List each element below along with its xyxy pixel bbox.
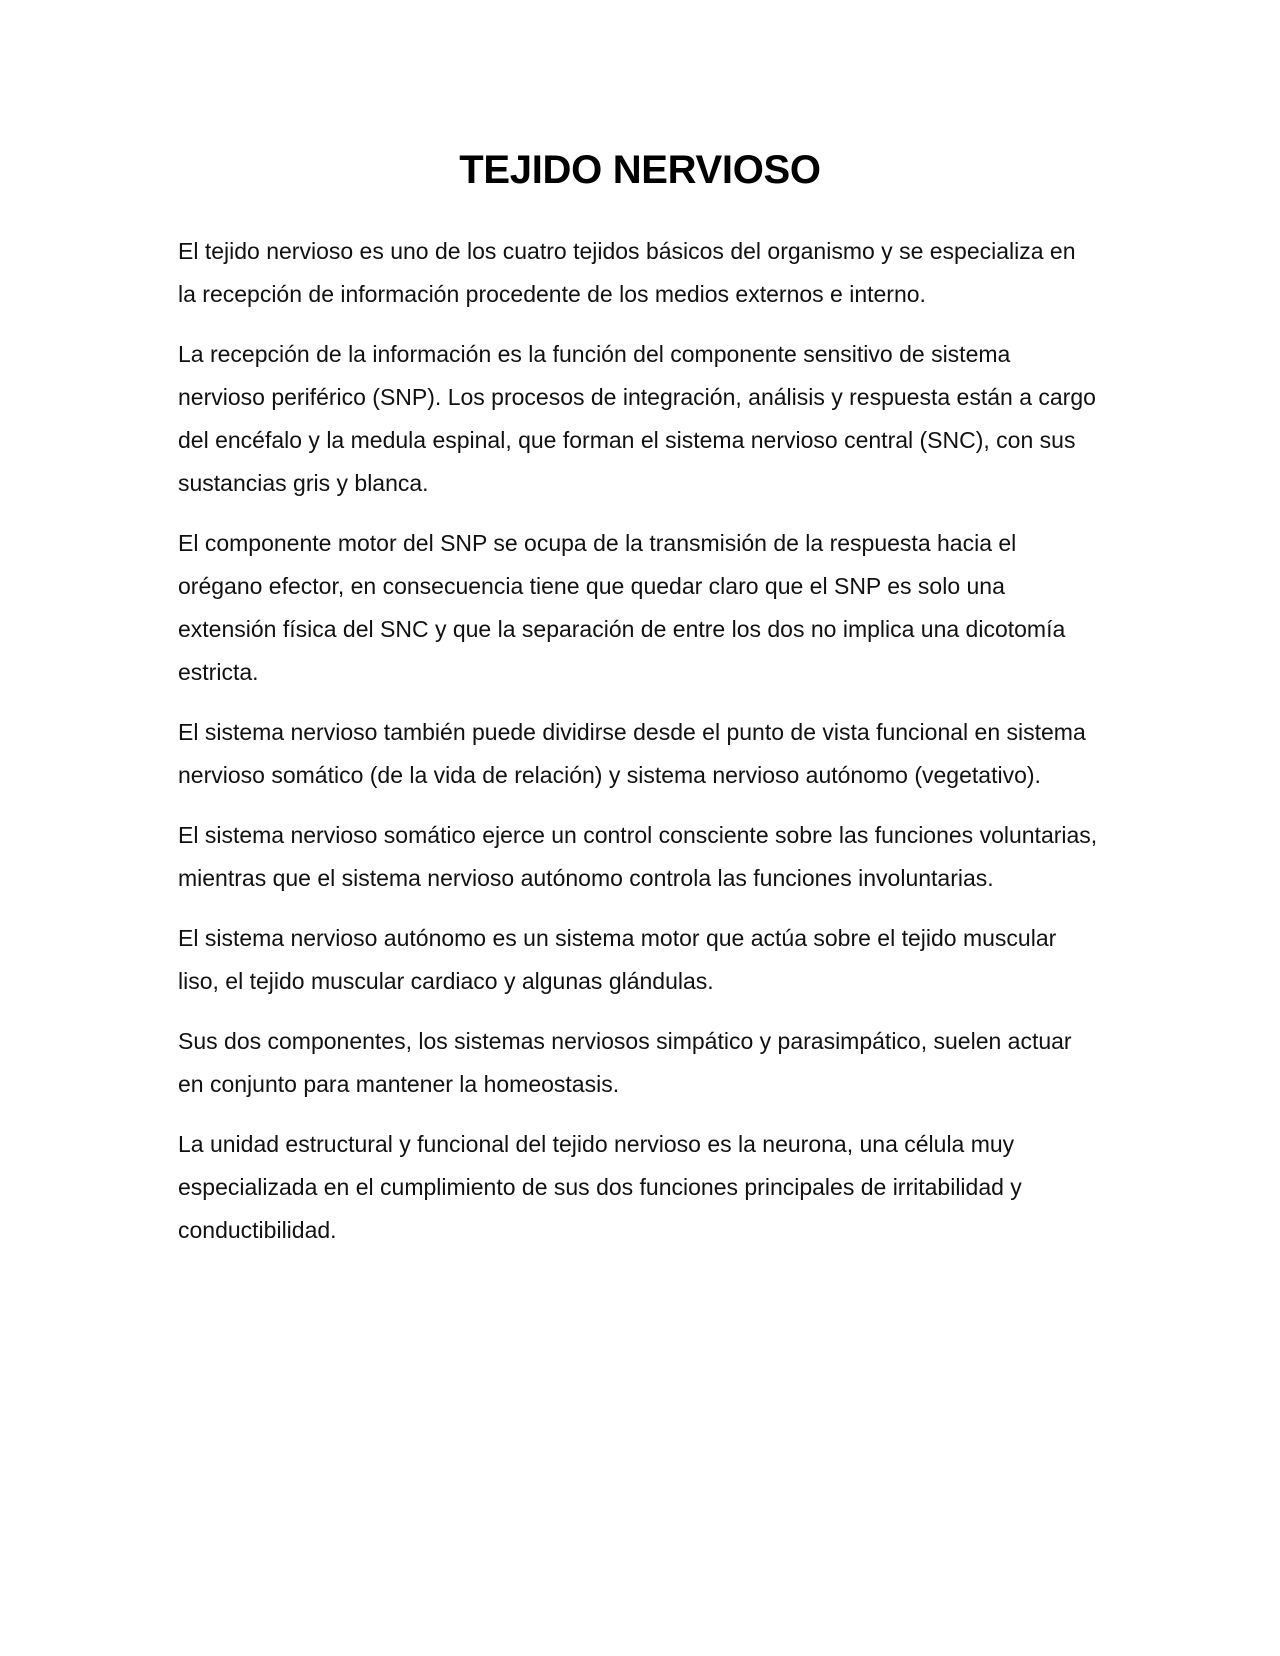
paragraph-1: El tejido nervioso es uno de los cuatro tejidos básicos del organismo y se especializa en la recepción de información procedente de los medios externos e interno.	[178, 238, 1076, 307]
paragraph-8: La unidad estructural y funcional del tejido nervioso es la neurona, una célula muy especializada en el cumplimiento de sus dos funciones principales de irritabilidad y conductibilidad.	[178, 1131, 1022, 1243]
paragraph-4: El sistema nervioso también puede dividirse desde el punto de vista funcional en sistema nervioso somático (de la vida de relación) y sistema nervioso autónomo (vegetativo).	[178, 719, 1086, 788]
paragraph-2: La recepción de la información es la función del componente sensitivo de sistema nervioso periférico (SNP). Los procesos de integración, análisis y respuesta están a cargo del encéfalo y la medula espinal, que forman el sistema nervioso central (SNC), con sus sustancias gris y blanca.	[178, 341, 1096, 496]
document-body	[178, 230, 1098, 1269]
document-title: TEJIDO NERVIOSO	[459, 148, 821, 192]
paragraph-7: Sus dos componentes, los sistemas nerviosos simpático y parasimpático, suelen actuar en conjunto para mantener la homeostasis.	[178, 1028, 1072, 1097]
paragraph-5: El sistema nervioso somático ejerce un control consciente sobre las funciones voluntarias, mientras que el sistema nervioso autónomo controla las funciones involuntarias.	[178, 822, 1098, 891]
paragraph-3: El componente motor del SNP se ocupa de la transmisión de la respuesta hacia el orégano efector, en consecuencia tiene que quedar claro que el SNP es solo una extensión física del SNC y que la separación de entre los dos no implica una dicotomía estricta.	[178, 530, 1066, 685]
paragraph-6: El sistema nervioso autónomo es un sistema motor que actúa sobre el tejido muscular liso, el tejido muscular cardiaco y algunas glándulas.	[178, 925, 1057, 994]
